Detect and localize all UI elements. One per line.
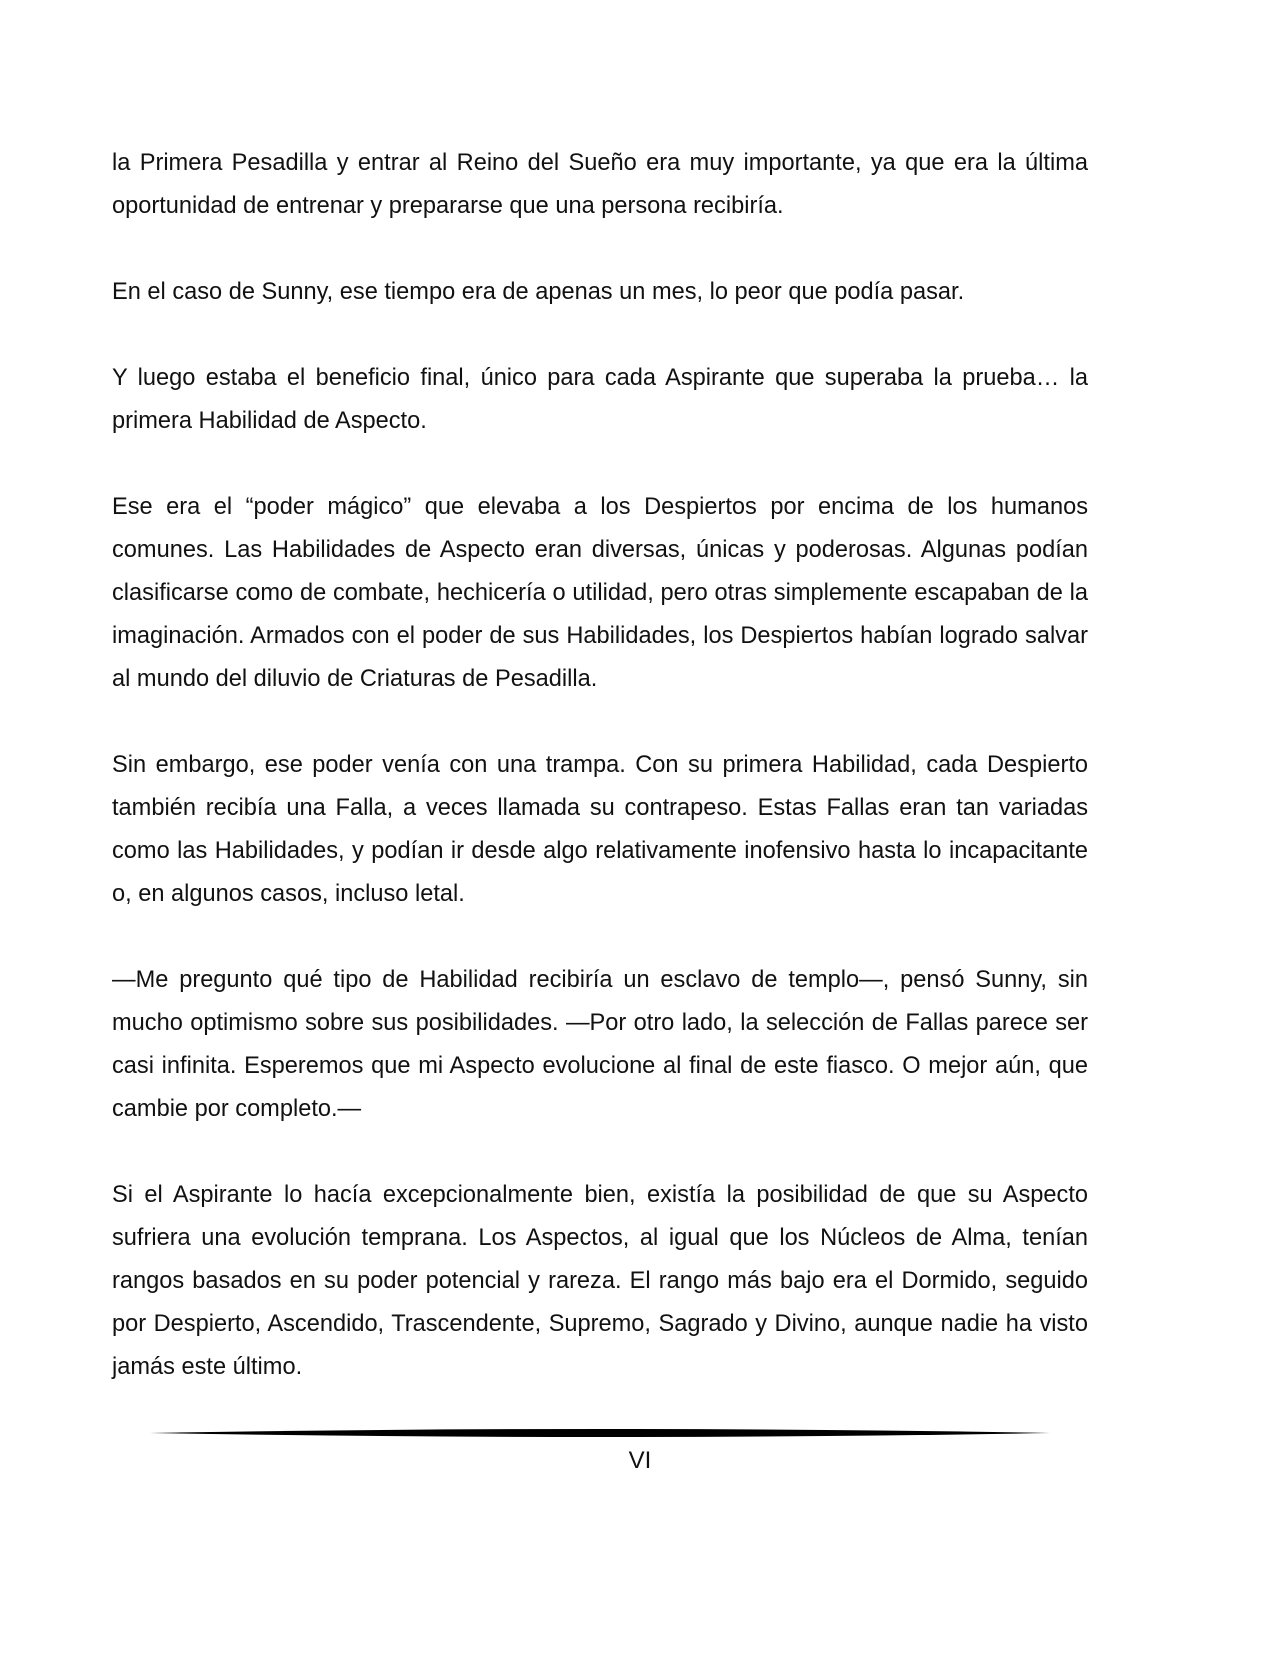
paragraph-7: Si el Aspirante lo hacía excepcionalmente bien, existía la posibilidad de que su Aspecto sufriera una evolución temprana. Los Aspectos, al igual que los Núcleos de Alma, tenían rangos basados en su poder potencial y rareza. El rango más bajo era el Dormido, seguido por Despierto, Ascendido, Trascendente, Supremo, Sagrado y Divino, aunque nadie ha visto jamás este último. [112,1182,1088,1380]
paragraph-1: la Primera Pesadilla y entrar al Reino del Sueño era muy importante, ya que era la última oportunidad de entrenar y prepararse que una persona recibiría. [112,150,1088,219]
paragraph-5: Sin embargo, ese poder venía con una trampa. Con su primera Habilidad, cada Despierto también recibía una Falla, a veces llamada su contrapeso. Estas Fallas eran tan variadas como las Habilidades, y podían ir desde algo relativamente inofensivo hasta lo incapacitante o, en algunos casos, incluso letal. [112,752,1088,907]
paragraph-3: Y luego estaba el beneficio final, único para cada Aspirante que superaba la prueba… la primera Habilidad de Aspecto. [112,365,1088,434]
paragraph-4: Ese era el “poder mágico” que elevaba a los Despiertos por encima de los humanos comunes. Las Habilidades de Aspecto eran diversas, únicas y poderosas. Algunas podían clasificarse como de combate, hechicería o utilidad, pero otras simplemente escapaban de la imaginación. Armados con el poder de sus Habilidades, los Despiertos habían logrado salvar al mundo del diluvio de Criaturas de Pesadilla. [112,494,1088,692]
page-number: VI [628,1447,652,1474]
paragraph-2: En el caso de Sunny, ese tiempo era de apenas un mes, lo peor que podía pasar. [112,279,965,305]
paragraph-6: —Me pregunto qué tipo de Habilidad recibiría un esclavo de templo—, pensó Sunny, sin mucho optimismo sobre sus posibilidades. —Por otro lado, la selección de Fallas parece ser casi infinita. Esperemos que mi Aspecto evolucione al final de este fiasco. O mejor aún, que cambie por completo.— [112,967,1088,1122]
document-body [112,142,1088,1432]
footer-divider-shape [150,1429,1050,1437]
footer-divider [150,1426,1050,1440]
